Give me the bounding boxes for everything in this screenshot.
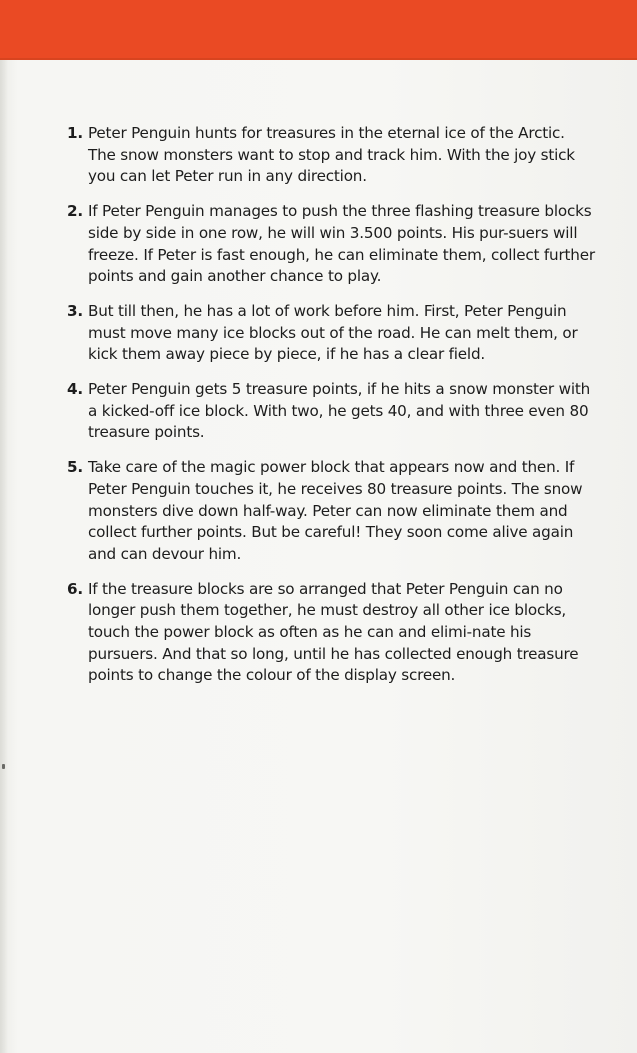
instruction-text: Take care of the magic power block that appears now and then. If Peter Penguin touches it, he receives 80 treasure points. The snow monsters dive down half-way. Peter can now eliminate them and collect further points. But be careful! They soon come alive again and can devour him. [88, 458, 583, 563]
scan-mark [2, 764, 5, 769]
instruction-list [67, 123, 597, 700]
page-fold-shadow [0, 60, 8, 1053]
instruction-item-2 [67, 201, 597, 288]
instruction-number: 5. [67, 458, 83, 477]
instruction-text: If Peter Penguin manages to push the three flashing treasure blocks side by side in one row, he will win 3.500 points. His pur-suers will freeze. If Peter is fast enough, he can eliminate them, collect further points and gain another chance to play. [88, 202, 595, 286]
instruction-number: 3. [67, 301, 83, 320]
instruction-item-1 [67, 123, 597, 188]
instruction-number: 6. [67, 579, 83, 598]
instruction-number: 2. [67, 202, 83, 221]
instruction-number: 4. [67, 380, 83, 399]
instruction-text: If the treasure blocks are so arranged that Peter Penguin can no longer push them together, he must destroy all other ice blocks, touch the power block as often as he can and elimi-nate his pursuers. And that so long, until he has collected enough treasure points to change the colour of the display screen. [88, 579, 579, 685]
top-color-band [0, 0, 637, 60]
instruction-item-4 [67, 379, 597, 444]
instruction-number: 1. [67, 124, 83, 142]
instruction-text: Peter Penguin hunts for treasures in the eternal ice of the Arctic. The snow monsters want to stop and track him. With the joy stick you can let Peter run in any direction. [88, 124, 575, 186]
instruction-item-5 [67, 457, 597, 566]
instruction-text: But till then, he has a lot of work before him. First, Peter Penguin must move many ice blocks out of the road. He can melt them, or kick them away piece by piece, if he has a clear field. [88, 301, 578, 364]
instruction-item-3 [67, 301, 597, 366]
instruction-text: Peter Penguin gets 5 treasure points, if he hits a snow monster with a kicked-off ice block. With two, he gets 40, and with three even 80 treasure points. [88, 380, 591, 442]
instruction-item-6 [67, 579, 597, 688]
